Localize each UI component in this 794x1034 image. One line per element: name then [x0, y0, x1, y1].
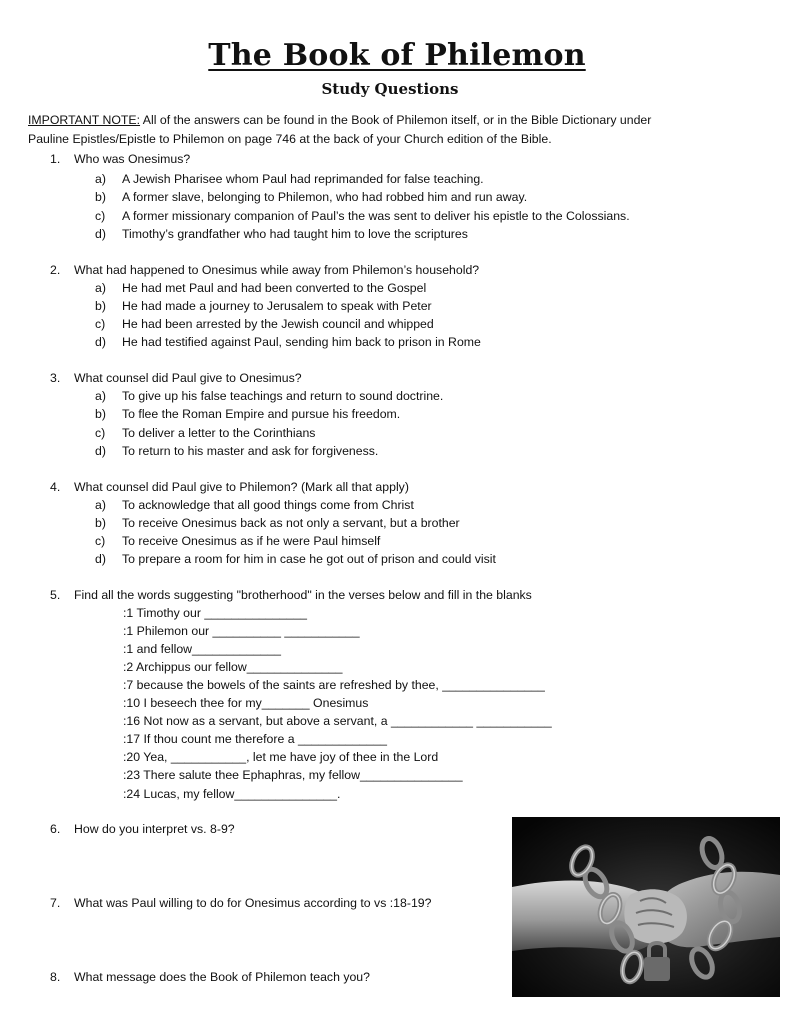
- chained-hands-icon: [512, 817, 780, 997]
- note-label: IMPORTANT NOTE:: [28, 113, 141, 127]
- verse-blank-10: :23 There salute thee Ephaphras, my fellow_______________: [123, 768, 463, 782]
- verse-blank-8: :17 If thou count me therefore a _____________: [123, 732, 387, 746]
- question-1: 1. Who was Onesimus?: [50, 152, 191, 166]
- question-3: 3. What counsel did Paul give to Onesimus?: [50, 371, 302, 385]
- verse-blank-5: :7 because the bowels of the saints are refreshed by thee, _______________: [123, 678, 545, 692]
- verse-blank-9: :20 Yea, ___________, let me have joy of thee in the Lord: [123, 750, 439, 764]
- page-title: The Book of Philemon: [208, 38, 586, 73]
- question-1-option-b: b) A former slave, belonging to Philemon, who had robbed him and run away.: [95, 190, 528, 204]
- question-1-option-c: c) A former missionary companion of Paul’s the was sent to deliver his epistle to the Colossians.: [95, 209, 630, 223]
- question-2-option-c: c) He had been arrested by the Jewish council and whipped: [95, 317, 434, 331]
- verse-blank-1: :1 Timothy our _______________: [123, 606, 307, 620]
- chained-hands-photo: [512, 817, 780, 997]
- note-line-2: Pauline Epistles/Epistle to Philemon on page 746 at the back of your Church edition of the Bible.: [28, 132, 552, 146]
- question-3-option-b: b) To flee the Roman Empire and pursue his freedom.: [95, 407, 401, 421]
- question-2: 2. What had happened to Onesimus while away from Philemon’s household?: [50, 263, 480, 277]
- question-4-option-b: b) To receive Onesimus back as not only a servant, but a brother: [95, 516, 460, 530]
- question-1-option-d: d) Timothy’s grandfather who had taught him to love the scriptures: [95, 227, 468, 241]
- question-5: 5. Find all the words suggesting "brotherhood" in the verses below and fill in the blanks: [50, 588, 532, 602]
- question-3-option-d: d) To return to his master and ask for forgiveness.: [95, 444, 379, 458]
- question-4: 4. What counsel did Paul give to Philemon? (Mark all that apply): [50, 480, 409, 494]
- question-4-option-a: a) To acknowledge that all good things come from Christ: [95, 498, 414, 512]
- question-6: 6. How do you interpret vs. 8-9?: [50, 822, 235, 836]
- verse-blank-3: :1 and fellow_____________: [123, 642, 281, 656]
- question-4-option-c: c) To receive Onesimus as if he were Paul himself: [95, 534, 381, 548]
- question-2-option-b: b) He had made a journey to Jerusalem to speak with Peter: [95, 299, 432, 313]
- verse-blank-11: :24 Lucas, my fellow_______________.: [123, 787, 341, 801]
- question-1-option-a: a) A Jewish Pharisee whom Paul had reprimanded for false teaching.: [95, 172, 484, 186]
- question-8: 8. What message does the Book of Philemon teach you?: [50, 970, 370, 984]
- important-note: [28, 111, 748, 149]
- page-subtitle: Study Questions: [321, 80, 459, 98]
- question-7: 7. What was Paul willing to do for Onesimus according to vs :18-19?: [50, 896, 432, 910]
- note-line-1: All of the answers can be found in the Book of Philemon itself, or in the Bible Dictionary under: [140, 113, 652, 127]
- question-3-option-c: c) To deliver a letter to the Corinthians: [95, 426, 316, 440]
- question-2-option-d: d) He had testified against Paul, sending him back to prison in Rome: [95, 335, 481, 349]
- verse-blank-4: :2 Archippus our fellow______________: [123, 660, 343, 674]
- verse-blank-2: :1 Philemon our __________ ___________: [123, 624, 360, 638]
- question-4-option-d: d) To prepare a room for him in case he got out of prison and could visit: [95, 552, 496, 566]
- question-2-option-a: a) He had met Paul and had been converted to the Gospel: [95, 281, 427, 295]
- question-3-option-a: a) To give up his false teachings and return to sound doctrine.: [95, 389, 444, 403]
- verse-blank-7: :16 Not now as a servant, but above a servant, a ____________ ___________: [123, 714, 552, 728]
- verse-blank-6: :10 I beseech thee for my_______ Onesimus: [123, 696, 369, 710]
